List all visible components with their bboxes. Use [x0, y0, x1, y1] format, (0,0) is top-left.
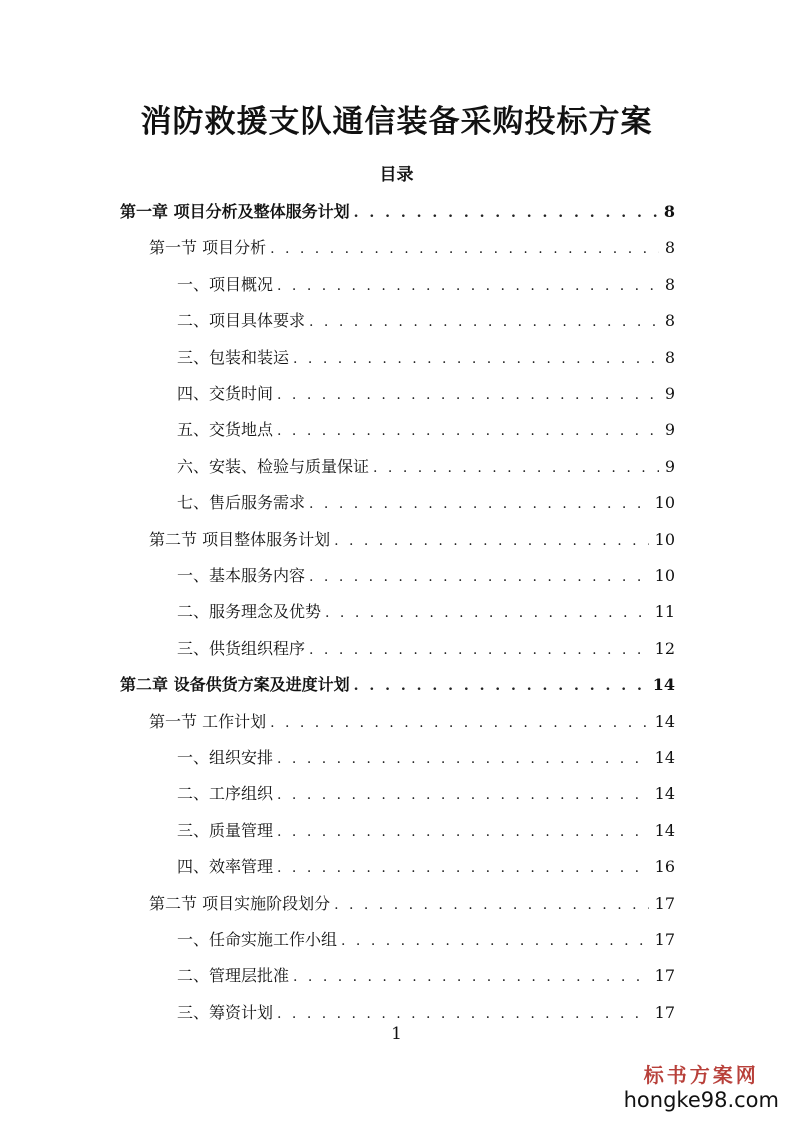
toc-dot-leader	[293, 345, 659, 373]
toc-entry-title: 四、效率管理	[177, 857, 274, 877]
toc-entry-page: 14	[654, 820, 675, 840]
toc-dot-leader	[354, 672, 647, 700]
toc-entry-page: 8	[663, 202, 675, 221]
toc-dot-leader	[373, 454, 659, 482]
toc-entry[interactable]	[177, 744, 675, 772]
toc-entry-title: 第二章 设备供货方案及进度计划	[120, 675, 350, 695]
toc-dot-leader	[270, 709, 649, 737]
toc-entry-title: 一、项目概况	[177, 274, 274, 294]
toc-dot-leader	[341, 927, 649, 955]
toc-entry[interactable]	[177, 380, 675, 408]
toc-entry-page: 17	[654, 1002, 675, 1022]
watermark-url: hongke98.com	[623, 1088, 779, 1112]
toc-entry[interactable]	[149, 890, 675, 918]
toc-entry[interactable]	[177, 817, 675, 845]
toc-entry[interactable]	[149, 708, 675, 736]
toc-entry-title: 三、供货组织程序	[177, 638, 306, 658]
toc-entry-page: 14	[654, 711, 675, 731]
toc-dot-leader	[293, 963, 649, 991]
toc-entry[interactable]	[177, 635, 675, 663]
toc-dot-leader	[309, 563, 649, 591]
toc-dot-leader	[354, 199, 658, 227]
toc-entry-page: 10	[654, 529, 675, 549]
toc-entry-title: 第一节 项目分析	[149, 238, 267, 258]
toc-entry[interactable]	[149, 234, 675, 262]
toc-dot-leader	[334, 527, 649, 555]
toc-entry-page: 12	[654, 638, 675, 658]
watermark-cn: 标书方案网	[643, 1063, 759, 1087]
toc-entry[interactable]	[120, 671, 675, 699]
toc-dot-leader	[334, 891, 649, 919]
toc-entry-title: 五、交货地点	[177, 420, 274, 440]
toc-entry[interactable]	[177, 271, 675, 299]
watermark-logo	[624, 1059, 779, 1112]
toc-dot-leader	[325, 599, 649, 627]
toc-entry-title: 二、工序组织	[177, 784, 274, 804]
toc-entry-page: 8	[664, 238, 675, 258]
toc-entry-page: 8	[664, 347, 675, 367]
toc-entry-page: 14	[652, 675, 675, 695]
toc-entry-page: 10	[654, 493, 675, 513]
toc-entry-title: 三、包装和装运	[177, 347, 290, 367]
toc-dot-leader	[277, 745, 649, 773]
toc-entry-title: 二、管理层批准	[177, 966, 290, 986]
toc-entry[interactable]	[177, 344, 675, 372]
toc-entry-page: 14	[654, 784, 675, 804]
toc-entry-page: 9	[664, 384, 675, 403]
toc-entry[interactable]	[177, 999, 675, 1027]
toc-dot-leader	[277, 272, 659, 300]
toc-entry-page: 17	[654, 893, 675, 913]
toc-entry-title: 一、任命实施工作小组	[177, 930, 338, 949]
toc-entry-title: 第二节 项目整体服务计划	[149, 529, 331, 549]
toc-entry-title: 六、安装、检验与质量保证	[177, 456, 370, 476]
toc-entry[interactable]	[177, 489, 675, 517]
toc-entry-title: 二、服务理念及优势	[177, 602, 322, 622]
toc-entry[interactable]	[177, 562, 675, 590]
toc-dot-leader	[309, 490, 649, 518]
toc-entry[interactable]	[120, 198, 675, 226]
toc-entry-title: 一、组织安排	[177, 748, 274, 767]
toc-dot-leader	[277, 381, 659, 409]
toc-entry[interactable]	[177, 853, 675, 881]
toc-dot-leader	[277, 818, 649, 846]
toc-entry-page: 10	[654, 566, 675, 585]
toc-entry[interactable]	[177, 598, 675, 626]
toc-entry[interactable]	[149, 526, 675, 554]
toc-entry-page: 14	[654, 748, 675, 767]
toc-entry-page: 8	[664, 311, 675, 331]
toc-entry-title: 一、基本服务内容	[177, 566, 306, 585]
toc-entry-title: 第二节 项目实施阶段划分	[149, 893, 331, 913]
toc-entry-page: 9	[664, 420, 675, 440]
toc-entry[interactable]	[177, 416, 675, 444]
toc-entry-title: 四、交货时间	[177, 384, 274, 403]
document-title: 消防救援支队通信装备采购投标方案	[140, 104, 653, 140]
toc-entry[interactable]	[177, 926, 675, 954]
toc-entry-title: 三、筹资计划	[177, 1002, 274, 1022]
toc-dot-leader	[270, 235, 659, 263]
toc-entry-title: 第一章 项目分析及整体服务计划	[120, 202, 350, 221]
toc-dot-leader	[277, 781, 649, 809]
toc-entry[interactable]	[177, 307, 675, 335]
toc-dot-leader	[277, 854, 649, 882]
toc-dot-leader	[277, 417, 659, 445]
toc-entry-page: 11	[654, 602, 675, 622]
toc-entry[interactable]	[177, 962, 675, 990]
toc-dot-leader	[309, 636, 649, 664]
toc-entry-title: 七、售后服务需求	[177, 493, 306, 513]
toc-entry-page: 17	[654, 966, 675, 986]
toc-entry-title: 三、质量管理	[177, 820, 274, 840]
toc-entry-page: 17	[654, 930, 675, 949]
toc-entry-title: 第一节 工作计划	[149, 711, 267, 731]
toc-entry-page: 8	[664, 274, 675, 294]
toc-entry-page: 16	[654, 857, 675, 877]
toc-dot-leader	[309, 308, 659, 336]
toc-entry[interactable]	[177, 453, 675, 481]
toc-entry-page: 9	[664, 456, 675, 476]
toc-heading: 目录	[379, 165, 414, 185]
toc-entry[interactable]	[177, 780, 675, 808]
toc-entry-title: 二、项目具体要求	[177, 311, 306, 331]
page-number: 1	[391, 1024, 402, 1044]
